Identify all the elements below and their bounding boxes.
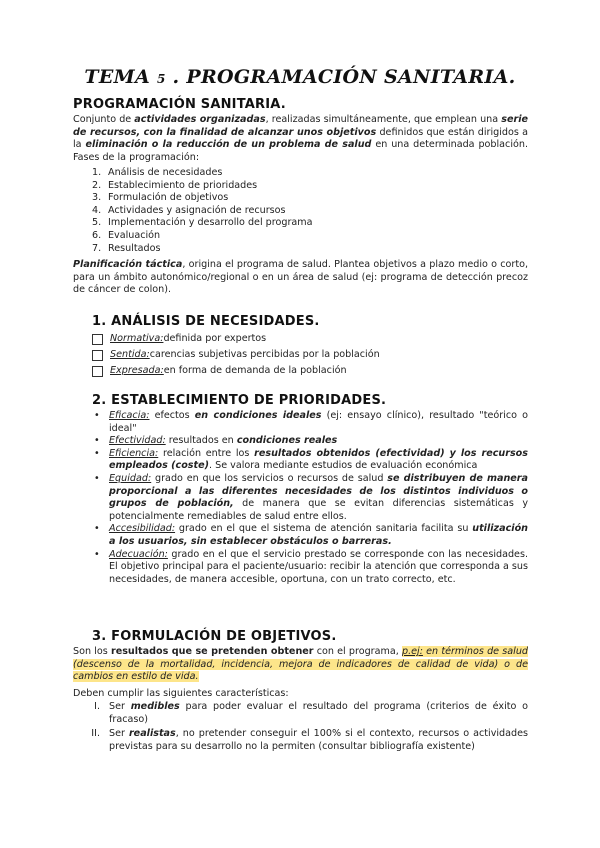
item-text: en forma de demanda de la población <box>163 365 347 376</box>
list-number: 2. <box>92 179 102 191</box>
list-item <box>92 448 528 473</box>
item-term: Expresada: <box>110 365 164 376</box>
item-term: Equidad: <box>109 472 152 484</box>
list-text: Resultados <box>108 242 161 254</box>
priorities-list <box>92 410 528 586</box>
section-heading-programacion: PROGRAMACIÓN SANITARIA. <box>73 97 286 112</box>
intro-paragraph <box>73 114 528 164</box>
bullet-icon: • <box>94 472 100 484</box>
roman-numeral: I. <box>94 701 100 712</box>
checkbox-icon[interactable] <box>92 334 103 345</box>
item-term: Adecuación: <box>109 548 168 560</box>
text-run: medibles <box>130 701 180 712</box>
text-run: se distribuyen de manera proporcional a las diferentes necesidades de los distintos individuos o grupos de población, <box>109 472 528 510</box>
text-run: , no pretender conseguir el 100% si el contexto, recursos o actividades previstas para su desarrollo no la permiten (consultar bibliografía existente) <box>109 728 528 752</box>
text-run: definidos que están dirigidos a la <box>73 126 528 151</box>
phases-list <box>92 167 313 255</box>
characteristics-list <box>80 701 528 753</box>
bullet-icon: • <box>94 548 100 560</box>
section-heading-objetivos: 3. FORMULACIÓN DE OBJETIVOS. <box>92 629 337 644</box>
section-heading-prioridades: 2. ESTABLECIMIENTO DE PRIORIDADES. <box>92 393 387 408</box>
roman-numeral: II. <box>91 728 100 740</box>
text-run: condiciones reales <box>236 435 338 447</box>
section-heading-analisis: 1. ANÁLISIS DE NECESIDADES. <box>92 314 320 329</box>
title-number: 5 <box>156 72 166 86</box>
text-run: grado en que los servicios o recursos de salud <box>151 472 388 484</box>
list-item <box>92 410 528 435</box>
text-run: con el programa, <box>313 646 402 657</box>
list-text: Establecimiento de prioridades <box>108 179 258 191</box>
list-text: Análisis de necesidades <box>108 167 223 178</box>
text-run: realistas <box>128 728 176 740</box>
list-number: 5. <box>92 217 102 229</box>
text-run: relación entre los <box>158 447 255 459</box>
checklist-item <box>92 363 380 379</box>
text-run: Planificación táctica <box>73 259 183 270</box>
characteristics-intro: Deben cumplir las siguientes características: <box>73 688 289 699</box>
list-number: 7. <box>92 242 102 254</box>
list-item <box>92 167 313 180</box>
text-run: serie de recursos, con la finalidad de alcanzar unos objetivos <box>73 114 528 138</box>
bullet-icon: • <box>94 523 100 535</box>
text-run: Conjunto de <box>73 114 135 125</box>
list-number: 1. <box>92 167 102 178</box>
list-item <box>80 728 528 753</box>
text-run: actividades organizadas <box>134 114 266 125</box>
item-term: Eficacia: <box>109 410 150 421</box>
tactical-planning-paragraph <box>73 259 528 297</box>
highlighted-text: en términos de salud (descenso de la mortalidad, incidencia, mejora de indicadores de calidad de vida) o de cambios en estilo de vida. <box>73 646 528 683</box>
text-run: resultados que se pretenden obtener <box>110 646 314 657</box>
checkbox-icon[interactable] <box>92 350 103 361</box>
title-post: . PROGRAMACIÓN SANITARIA. <box>172 66 516 88</box>
list-item <box>92 435 528 448</box>
objectives-paragraph <box>73 646 528 684</box>
list-text: Evaluación <box>108 229 161 241</box>
list-item <box>92 180 313 193</box>
list-number: 6. <box>92 229 102 241</box>
text-run: Ser <box>109 728 129 740</box>
item-term: Accesibilidad: <box>109 523 176 535</box>
text-run: Ser <box>109 701 131 712</box>
text-run: en condiciones ideales <box>194 410 322 421</box>
list-text: Actividades y asignación de recursos <box>108 204 286 216</box>
item-term: Sentida: <box>110 349 150 360</box>
list-number: 3. <box>92 192 102 204</box>
text-run: resultados en <box>165 435 237 447</box>
text-run: resultados obtenidos (efectividad) y los recursos empleados (coste) <box>109 447 528 472</box>
text-run: efectos <box>149 410 195 421</box>
text-run: (ej: ensayo clínico), resultado "teórico o ideal" <box>109 410 528 434</box>
checklist-item <box>92 347 380 363</box>
text-run: eliminación o la reducción de un problema de salud <box>85 139 372 151</box>
text-run: para poder evaluar el resultado del programa (criterios de éxito o fracaso) <box>109 701 528 725</box>
list-item <box>92 549 528 587</box>
item-text: carencias subjetivas percibidas por la población <box>149 349 380 360</box>
list-text: Formulación de objetivos <box>108 192 229 204</box>
text-run: , realizadas simultáneamente, que emplean una <box>265 114 502 125</box>
needs-checklist <box>92 331 380 379</box>
item-term: Eficiencia: <box>109 447 159 459</box>
checkbox-icon[interactable] <box>92 366 103 377</box>
item-term: Efectividad: <box>109 435 166 447</box>
text-run: en una determinada población. Fases de la programación: <box>73 139 528 163</box>
list-item <box>92 230 313 243</box>
item-term: Normativa: <box>110 333 164 344</box>
item-text: definida por expertos <box>163 333 267 344</box>
title-pre: TEMA <box>84 66 151 88</box>
bullet-icon: • <box>94 447 100 459</box>
bullet-icon: • <box>94 410 100 421</box>
text-run: Son los <box>73 646 111 657</box>
text-run: . Se valora mediante estudios de evaluación económica <box>209 460 478 472</box>
bullet-icon: • <box>94 435 100 447</box>
list-text: Implementación y desarrollo del programa <box>108 217 313 229</box>
list-item <box>92 192 313 205</box>
list-item <box>92 205 313 218</box>
checklist-item <box>92 331 380 347</box>
document-title <box>0 66 600 88</box>
list-item <box>92 473 528 523</box>
list-item <box>92 243 313 256</box>
list-item <box>92 523 528 548</box>
list-item <box>92 217 313 230</box>
text-run: , origina el programa de salud. Plantea objetivos a plazo medio o corto, para un ámbito autonómico/regional o en un área de salud (ej: programa de detección precoz de cáncer de colon). <box>73 259 528 296</box>
list-item <box>80 701 528 726</box>
highlighted-text: p.ej: <box>401 646 423 657</box>
text-run: de manera que se evitan diferencias sistemáticas y potencialmente remediables de salud entre ellos. <box>109 498 528 522</box>
text-run: utilización a los usuarios, sin establecer obstáculos o barreras. <box>109 523 528 547</box>
text-run: grado en el que el sistema de atención sanitaria facilita su <box>175 523 473 535</box>
text-run: grado en el que el servicio prestado se corresponde con las necesidades. El objetivo principal para el paciente/usuario: recibir la atención que corresponda a sus necesidades, de manera accesible, oportuna, con un trato correcto, etc. <box>109 548 529 585</box>
list-number: 4. <box>92 204 102 216</box>
